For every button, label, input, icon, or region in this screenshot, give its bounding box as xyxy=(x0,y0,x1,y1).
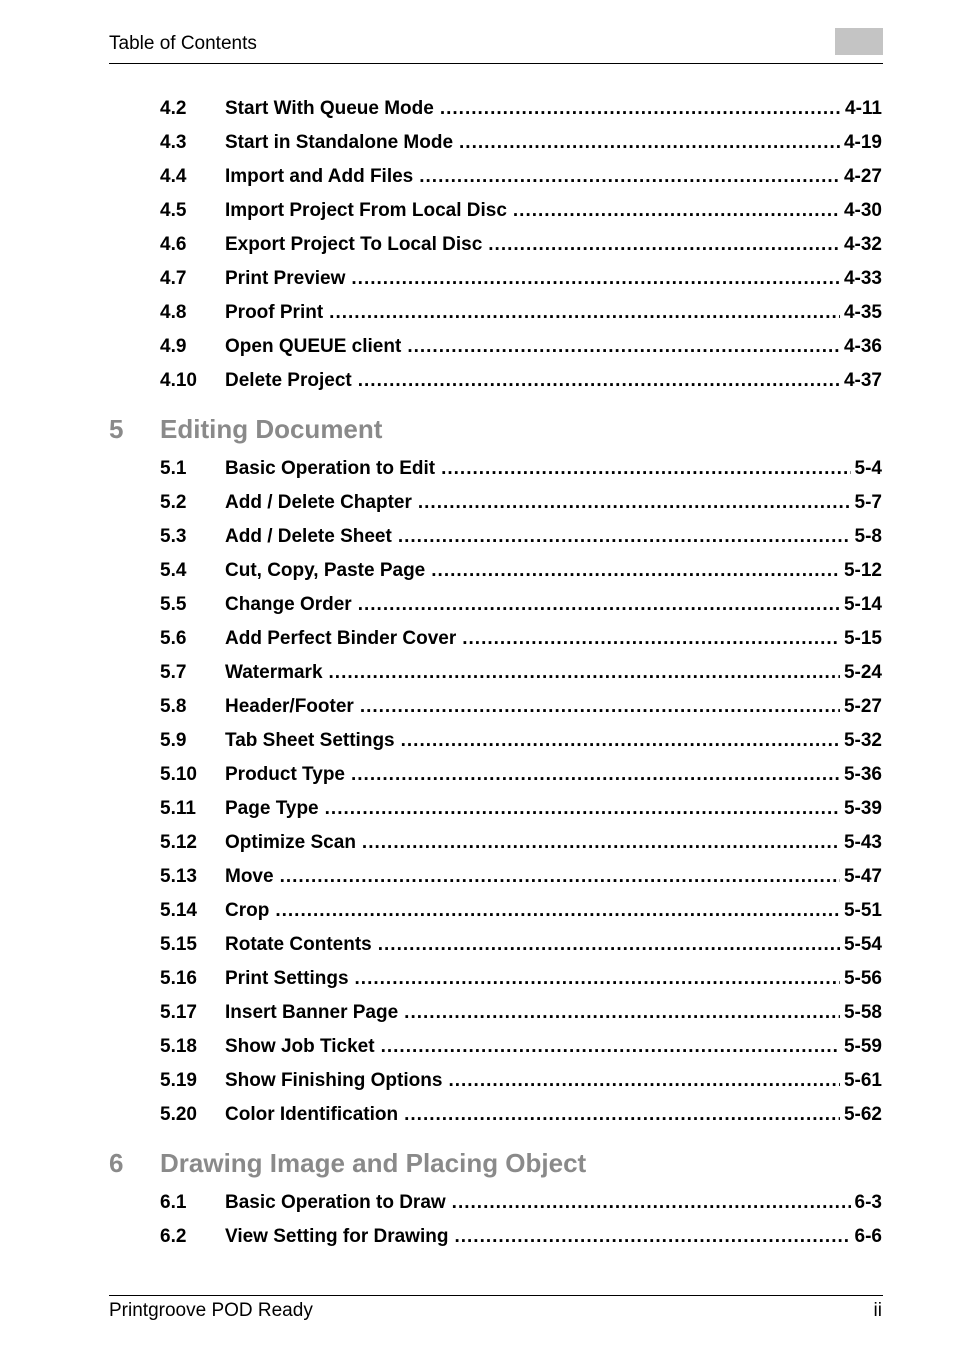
toc-entry[interactable] xyxy=(109,228,883,262)
toc-entry[interactable] xyxy=(109,996,883,1030)
toc-entry-number: 5.17 xyxy=(160,1002,197,1023)
toc-entry-number: 4.3 xyxy=(160,132,187,153)
toc-entry-line xyxy=(225,622,882,656)
toc-entry-page: 5-36 xyxy=(843,764,882,785)
toc-entry-number: 5.10 xyxy=(160,764,197,785)
chapter-title: Editing Document xyxy=(160,414,383,444)
toc-entry[interactable] xyxy=(109,690,883,724)
toc-entry[interactable] xyxy=(109,262,883,296)
toc-dot-leader xyxy=(404,1098,840,1132)
toc-entry-title: Basic Operation to Edit xyxy=(225,458,436,479)
toc-entry-number: 5.7 xyxy=(160,662,187,683)
toc-entry[interactable] xyxy=(109,1064,883,1098)
toc-entry-line xyxy=(225,690,882,724)
toc-entry-page: 4-33 xyxy=(843,268,882,289)
toc-entry-number: 5.2 xyxy=(160,492,187,513)
toc-entry-title: Optimize Scan xyxy=(225,832,356,853)
toc-entry-page: 6-6 xyxy=(854,1226,882,1247)
toc-entry-line xyxy=(225,894,882,928)
chapter-number: 6 xyxy=(109,1148,124,1178)
toc-entry[interactable] xyxy=(109,554,883,588)
toc-entry-line xyxy=(225,758,882,792)
toc-dot-leader xyxy=(398,520,851,554)
chapter-number: 5 xyxy=(109,414,124,444)
toc-entry[interactable] xyxy=(109,1186,883,1220)
toc-entry-number: 5.19 xyxy=(160,1070,197,1091)
toc-entry-title: Move xyxy=(225,866,274,887)
toc-dot-leader xyxy=(401,724,840,758)
toc-entry-line xyxy=(225,588,882,622)
toc-entry-title: Show Finishing Options xyxy=(225,1070,443,1091)
toc-entry-number: 5.6 xyxy=(160,628,187,649)
toc-entry-line xyxy=(225,1064,882,1098)
toc-entry-page: 5-8 xyxy=(854,526,882,547)
toc-entry-number: 5.3 xyxy=(160,526,187,547)
toc-entry-title: Page Type xyxy=(225,798,319,819)
toc-entry-line xyxy=(225,1098,882,1132)
toc-dot-leader xyxy=(378,928,840,962)
toc-entry[interactable] xyxy=(109,92,883,126)
footer-page-number: ii xyxy=(873,1300,882,1321)
toc-entry-title: Delete Project xyxy=(225,370,352,391)
toc-dot-leader xyxy=(452,1186,851,1220)
toc-dot-leader xyxy=(351,262,840,296)
toc-dot-leader xyxy=(360,690,840,724)
toc-entry[interactable] xyxy=(109,1030,883,1064)
toc-entry[interactable] xyxy=(109,622,883,656)
toc-entry-page: 5-7 xyxy=(854,492,882,513)
toc-entry-title: Show Job Ticket xyxy=(225,1036,375,1057)
toc-entry-number: 4.9 xyxy=(160,336,187,357)
toc-dot-leader xyxy=(325,792,840,826)
toc-entry-number: 4.6 xyxy=(160,234,187,255)
toc-entry-number: 5.18 xyxy=(160,1036,197,1057)
toc-entry[interactable] xyxy=(109,656,883,690)
toc-entry[interactable] xyxy=(109,962,883,996)
toc-dot-leader xyxy=(459,126,840,160)
toc-entry-page: 5-58 xyxy=(843,1002,882,1023)
chapter-title: Drawing Image and Placing Object xyxy=(160,1148,587,1178)
toc-entry-page: 5-43 xyxy=(843,832,882,853)
toc-entry[interactable] xyxy=(109,588,883,622)
toc-entry-line xyxy=(225,92,882,126)
toc-entry-page: 5-27 xyxy=(843,696,882,717)
toc-entry-number: 5.14 xyxy=(160,900,197,921)
toc-entry[interactable] xyxy=(109,1098,883,1132)
toc-entry-title: Print Preview xyxy=(225,268,346,289)
toc-entry-line xyxy=(225,724,882,758)
toc-entry[interactable] xyxy=(109,520,883,554)
toc-dot-leader xyxy=(419,160,840,194)
toc-dot-leader xyxy=(358,364,840,398)
toc-entry-line xyxy=(225,792,882,826)
toc-entry[interactable] xyxy=(109,724,883,758)
toc-dot-leader xyxy=(462,622,840,656)
toc-entry-title: Basic Operation to Draw xyxy=(225,1192,446,1213)
toc-entry-page: 5-59 xyxy=(843,1036,882,1057)
toc-entry[interactable] xyxy=(109,792,883,826)
toc-entry-line xyxy=(225,928,882,962)
toc-dot-leader xyxy=(362,826,840,860)
toc-entry-title: Open QUEUE client xyxy=(225,336,402,357)
toc-entry-line xyxy=(225,826,882,860)
toc-entry-title: Crop xyxy=(225,900,270,921)
toc-dot-leader xyxy=(404,996,840,1030)
toc-entry-page: 6-3 xyxy=(854,1192,882,1213)
toc-entry-number: 6.2 xyxy=(160,1226,187,1247)
toc-dot-leader xyxy=(431,554,840,588)
toc-dot-leader xyxy=(381,1030,840,1064)
toc-dot-leader xyxy=(329,656,840,690)
toc-entry-number: 4.5 xyxy=(160,200,187,221)
toc-entry-page: 5-24 xyxy=(843,662,882,683)
toc-entry[interactable] xyxy=(109,928,883,962)
toc-entry-title: Add / Delete Sheet xyxy=(225,526,392,547)
toc-entry-number: 4.10 xyxy=(160,370,197,391)
toc-entry-number: 5.13 xyxy=(160,866,197,887)
chapter-heading[interactable] xyxy=(109,1144,883,1182)
toc-entry[interactable] xyxy=(109,194,883,228)
toc-entry-title: Print Settings xyxy=(225,968,349,989)
toc-entry-line xyxy=(225,996,882,1030)
toc-entry-title: Proof Print xyxy=(225,302,324,323)
toc-entry-line xyxy=(225,228,882,262)
toc-entry-title: Watermark xyxy=(225,662,323,683)
toc-entry-title: Product Type xyxy=(225,764,345,785)
toc-entry-page: 4-11 xyxy=(845,98,882,119)
toc-entry-number: 5.1 xyxy=(160,458,187,479)
toc-entry-line xyxy=(225,452,882,486)
toc-entry-number: 6.1 xyxy=(160,1192,187,1213)
toc-entry[interactable] xyxy=(109,330,883,364)
toc-entry-page: 5-47 xyxy=(843,866,882,887)
toc-entry-page: 4-27 xyxy=(843,166,882,187)
toc-entry-title: Header/Footer xyxy=(225,696,354,717)
toc-dot-leader xyxy=(454,1220,850,1254)
toc-entry-page: 5-32 xyxy=(843,730,882,751)
toc-entry[interactable] xyxy=(109,826,883,860)
toc-entry-title: Add Perfect Binder Cover xyxy=(225,628,457,649)
toc-entry-title: Add / Delete Chapter xyxy=(225,492,412,513)
toc-dot-leader xyxy=(407,330,840,364)
toc-dot-leader xyxy=(513,194,840,228)
toc-entry-number: 4.2 xyxy=(160,98,187,119)
toc-entry-number: 5.11 xyxy=(160,798,196,819)
toc-entry[interactable] xyxy=(109,296,883,330)
toc-entry-title: Color Identification xyxy=(225,1104,399,1125)
chapter-heading[interactable] xyxy=(109,410,883,448)
toc-dot-leader xyxy=(440,92,841,126)
toc-entry-title: Start With Queue Mode xyxy=(225,98,434,119)
toc-entry-number: 5.4 xyxy=(160,560,187,581)
toc-entry-number: 5.12 xyxy=(160,832,197,853)
toc-entry-line xyxy=(225,364,882,398)
toc-entry-line xyxy=(225,160,882,194)
toc-entry-page: 5-14 xyxy=(843,594,882,615)
toc-dot-leader xyxy=(280,860,840,894)
toc-entry-line xyxy=(225,330,882,364)
toc-entry-title: Start in Standalone Mode xyxy=(225,132,454,153)
toc-entry-title: Insert Banner Page xyxy=(225,1002,399,1023)
toc-entry[interactable] xyxy=(109,1220,883,1254)
toc-entry-line xyxy=(225,520,882,554)
toc-entry-title: Export Project To Local Disc xyxy=(225,234,483,255)
toc-entry-line xyxy=(225,860,882,894)
toc-entry-line xyxy=(225,262,882,296)
toc-entry-page: 4-36 xyxy=(843,336,882,357)
toc-dot-leader xyxy=(448,1064,840,1098)
toc-entry[interactable] xyxy=(109,126,883,160)
toc-entry-line xyxy=(225,656,882,690)
toc-entry-page: 4-32 xyxy=(843,234,882,255)
toc-entry-number: 5.15 xyxy=(160,934,197,955)
toc-list xyxy=(109,92,883,1254)
toc-entry-page: 5-15 xyxy=(843,628,882,649)
page-footer xyxy=(109,1295,883,1328)
toc-dot-leader xyxy=(441,452,850,486)
toc-entry-title: Tab Sheet Settings xyxy=(225,730,395,751)
toc-entry-line xyxy=(225,554,882,588)
toc-entry-page: 5-56 xyxy=(843,968,882,989)
toc-entry-page: 5-62 xyxy=(843,1104,882,1125)
toc-entry-line xyxy=(225,1186,882,1220)
toc-entry-page: 5-39 xyxy=(843,798,882,819)
toc-entry[interactable] xyxy=(109,486,883,520)
toc-entry-page: 5-61 xyxy=(843,1070,882,1091)
toc-entry-page: 5-4 xyxy=(854,458,882,479)
toc-entry-page: 5-12 xyxy=(843,560,882,581)
toc-entry-title: Change Order xyxy=(225,594,352,615)
toc-entry-line xyxy=(225,194,882,228)
toc-entry-page: 4-30 xyxy=(843,200,882,221)
toc-entry[interactable] xyxy=(109,860,883,894)
toc-dot-leader xyxy=(488,228,840,262)
page-header xyxy=(109,30,883,64)
toc-entry-line xyxy=(225,1220,882,1254)
toc-dot-leader xyxy=(275,894,840,928)
toc-entry-line xyxy=(225,126,882,160)
toc-entry-number: 5.8 xyxy=(160,696,187,717)
toc-entry[interactable] xyxy=(109,160,883,194)
toc-entry-title: Rotate Contents xyxy=(225,934,372,955)
toc-entry-line xyxy=(225,962,882,996)
toc-entry-line xyxy=(225,486,882,520)
toc-entry-page: 4-37 xyxy=(843,370,882,391)
toc-entry-page: 4-19 xyxy=(843,132,882,153)
footer-product: Printgroove POD Ready xyxy=(109,1300,313,1321)
toc-dot-leader xyxy=(358,588,840,622)
toc-entry[interactable] xyxy=(109,364,883,398)
toc-entry[interactable] xyxy=(109,452,883,486)
toc-entry[interactable] xyxy=(109,758,883,792)
toc-entry-title: View Setting for Drawing xyxy=(225,1226,449,1247)
toc-entry-title: Import Project From Local Disc xyxy=(225,200,507,221)
toc-entry-number: 5.9 xyxy=(160,730,187,751)
toc-dot-leader xyxy=(418,486,851,520)
toc-dot-leader xyxy=(329,296,840,330)
toc-entry-number: 5.5 xyxy=(160,594,187,615)
toc-entry-number: 4.8 xyxy=(160,302,187,323)
toc-dot-leader xyxy=(351,758,840,792)
toc-entry-number: 5.16 xyxy=(160,968,197,989)
toc-dot-leader xyxy=(355,962,840,996)
toc-entry[interactable] xyxy=(109,894,883,928)
toc-entry-page: 5-51 xyxy=(843,900,882,921)
toc-entry-line xyxy=(225,1030,882,1064)
toc-entry-page: 4-35 xyxy=(843,302,882,323)
toc-entry-number: 4.7 xyxy=(160,268,187,289)
header-tab-marker xyxy=(835,28,883,55)
header-title: Table of Contents xyxy=(109,33,257,54)
toc-entry-title: Import and Add Files xyxy=(225,166,414,187)
toc-entry-page: 5-54 xyxy=(843,934,882,955)
toc-entry-number: 5.20 xyxy=(160,1104,197,1125)
toc-entry-title: Cut, Copy, Paste Page xyxy=(225,560,426,581)
toc-entry-number: 4.4 xyxy=(160,166,187,187)
toc-entry-line xyxy=(225,296,882,330)
